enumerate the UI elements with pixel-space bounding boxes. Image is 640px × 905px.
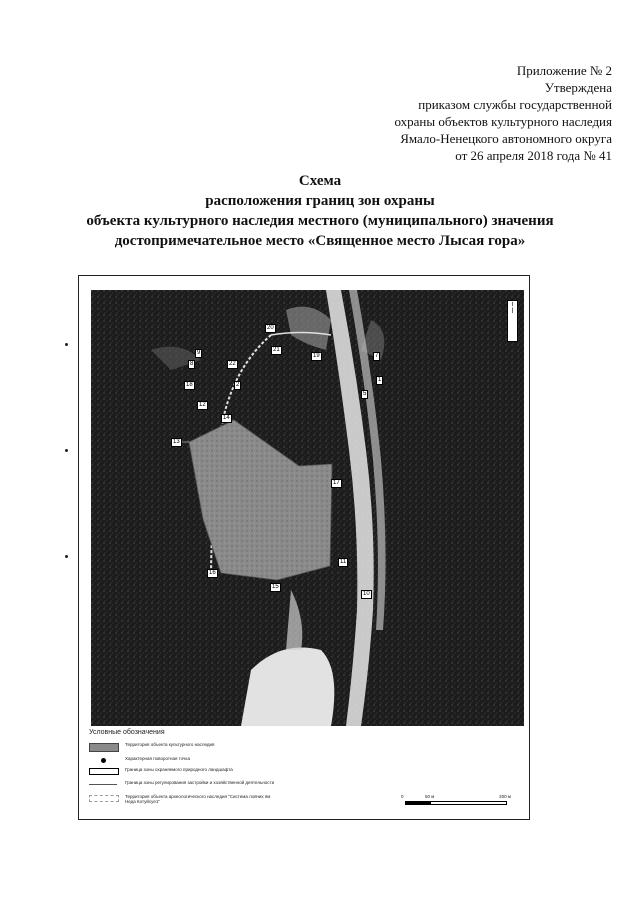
point-label-8: 8 [190,361,194,367]
scale-bar [401,794,511,813]
point-label-5: 5 [363,391,367,397]
regulation-boundary-icon [89,784,117,785]
map-imagery [91,290,524,726]
approval-order: приказом службы государственной [418,97,612,112]
point-label-16: 16 [209,570,216,576]
legend-label: Территория объекта археологического наследия "Система ловчих ям Неда Котуйсуе1" [125,794,271,804]
point-label-9: 9 [197,350,201,356]
point-label-14: 14 [223,415,230,421]
legend-item-regulation-zone [89,780,389,790]
point-label-15: 15 [272,584,279,590]
territory-swatch-icon [89,743,119,752]
point-dot-icon [89,757,117,764]
document-title [0,171,640,251]
approval-appendix: Приложение № 2 [516,63,612,78]
legend-label: Граница зоны охраняемого природного ландшафта [125,767,233,772]
point-label-18: 18 [186,382,193,388]
north-mark-top: i [511,301,514,308]
approval-approved: Утверждена [544,80,612,95]
point-label-2: 2 [236,382,240,388]
scale-bar-line [405,801,507,805]
legend-title: Условные обозначения [89,729,165,736]
margin-mark [65,449,68,452]
legend-label: Характерная поворотная точка [125,756,190,761]
point-label-7: 7 [375,353,379,359]
point-label-20: 20 [267,325,274,331]
point-label-1: 1 [378,377,382,383]
legend-item-territory [89,742,389,752]
scale-mid: 50 м [425,794,435,799]
point-label-11: 11 [340,559,347,565]
title-line-1: Схема [298,173,342,189]
map-legend [89,729,519,817]
legend-label: Граница зоны регулирования застройки и хозяйственной деятельности [125,780,275,785]
approval-block [394,62,612,164]
approval-service: охраны объектов культурного наследия [394,114,612,129]
satellite-map[interactable] [91,290,524,726]
legend-label: Территория объекта культурного наследия [125,742,215,747]
margin-mark [65,555,68,558]
map-frame [78,275,530,820]
landscape-boundary-icon [89,768,119,775]
north-mark-bottom: l [511,308,514,315]
north-arrow-icon [507,300,518,342]
approval-date: от 26 апреля 2018 года № 41 [455,148,612,163]
title-line-3: объекта культурного наследия местного (муниципального) значения [86,213,554,229]
point-label-22: 22 [229,361,236,367]
approval-region: Ямало-Ненецкого автономного округа [400,131,612,146]
title-line-2: расположения границ зон охраны [205,193,435,209]
legend-item-point [89,756,389,766]
margin-mark [65,343,68,346]
archaeological-boundary-icon [89,795,119,802]
title-line-4: достопримечательное место «Священное место Лысая гора» [114,233,526,249]
point-label-21: 21 [273,347,280,353]
point-label-19: 19 [313,353,320,359]
legend-item-archaeological [89,794,389,804]
point-label-17: 17 [333,480,340,486]
scale-zero: 0 [401,794,404,799]
point-label-10: 10 [363,591,370,597]
scale-end: 200 м [499,794,511,799]
point-label-13: 13 [173,439,180,445]
point-label-12: 12 [199,402,206,408]
legend-item-landscape-zone [89,767,389,777]
